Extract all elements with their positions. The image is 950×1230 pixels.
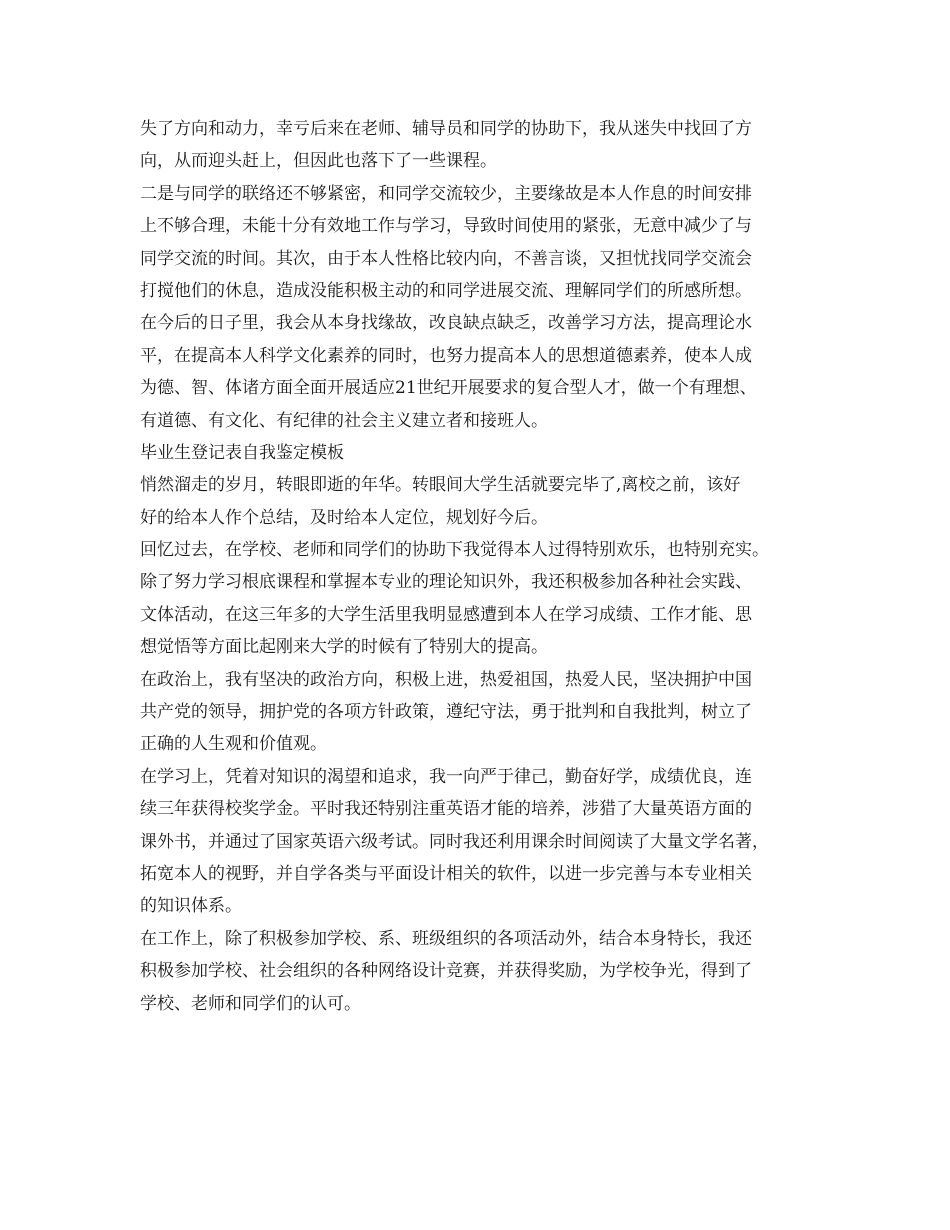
text-line: 拓宽本人的视野，并自学各类与平面设计相关的软件，以进一步完善与本专业相关 [140, 863, 752, 884]
text-line: 打搅他们的休息，造成没能积极主动的和同学进展交流、理解同学们的所感所想。 [140, 280, 752, 301]
text-line: 除了努力学习根底课程和掌握本专业的理论知识外，我还积极参加各种社会实践、 [140, 572, 752, 593]
text-line: 课外书，并通过了国家英语六级考试。同时我还利用课余时间阅读了大量文学名著， [140, 831, 769, 852]
text-line: 为德、智、体诸方面全面开展适应21世纪开展要求的复合型人才，做一个有理想、 [140, 378, 757, 399]
text-line: 文体活动，在这三年多的大学生活里我明显感遭到本人在学习成绩、工作才能、思 [140, 604, 752, 625]
text-line: 想觉悟等方面比起刚来大学的时候有了特别大的提高。 [140, 637, 548, 658]
text-line: 失了方向和动力，幸亏后来在老师、辅导员和同学的协助下，我从迷失中找回了方 [140, 119, 752, 139]
text-line: 在今后的日子里，我会从本身找缘故，改良缺点缺乏，改善学习方法，提高理论水 [140, 313, 752, 334]
text-line: 积极参加学校、社会组织的各种网络设计竞赛，并获得奖励，为学校争光，得到了 [140, 961, 752, 982]
text-line: 在学习上，凭着对知识的渴望和追求，我一向严于律己，勤奋好学，成绩优良，连 [140, 766, 752, 787]
text-line: 平，在提高本人科学文化素养的同时，也努力提高本人的思想道德素养，使本人成 [140, 345, 752, 366]
text-line: 学校、老师和同学们的认可。 [140, 993, 361, 1014]
text-line: 在工作上，除了积极参加学校、系、班级组织的各项活动外，结合本身特长，我还 [140, 928, 752, 949]
text-line: 回忆过去，在学校、老师和同学们的协助下我觉得本人过得特别欢乐，也特别充实。 [140, 540, 769, 561]
text-line: 的知识体系。 [140, 896, 242, 917]
document-body [140, 113, 825, 1020]
text-line: 二是与同学的联络还不够紧密，和同学交流较少，主要缘故是本人作息的时间安排 [140, 183, 752, 204]
text-line: 有道德、有文化、有纪律的社会主义建立者和接班人。 [140, 410, 548, 431]
text-line: 上不够合理，未能十分有效地工作与学习，导致时间使用的紧张，无意中减少了与 [140, 216, 752, 237]
text-line: 向，从而迎头赶上，但因此也落下了一些课程。 [140, 151, 497, 172]
text-line: 悄然溜走的岁月，转眼即逝的年华。转眼间大学生活就要完毕了,离校之前，该好 [140, 475, 741, 496]
section-heading: 毕业生登记表自我鉴定模板 [140, 442, 344, 463]
text-line: 好的给本人作个总结，及时给本人定位，规划好今后。 [140, 507, 548, 528]
text-line: 正确的人生观和价值观。 [140, 734, 327, 755]
text-line: 在政治上，我有坚决的政治方向，积极上进，热爱祖国，热爱人民，坚决拥护中国 [140, 669, 752, 690]
text-line: 共产党的领导，拥护党的各项方针政策，遵纪守法，勇于批判和自我批判，树立了 [140, 702, 752, 723]
text-line: 续三年获得校奖学金。平时我还特别注重英语才能的培养，涉猎了大量英语方面的 [140, 799, 752, 820]
text-line: 同学交流的时间。其次，由于本人性格比较内向，不善言谈，又担忧找同学交流会 [140, 248, 752, 269]
